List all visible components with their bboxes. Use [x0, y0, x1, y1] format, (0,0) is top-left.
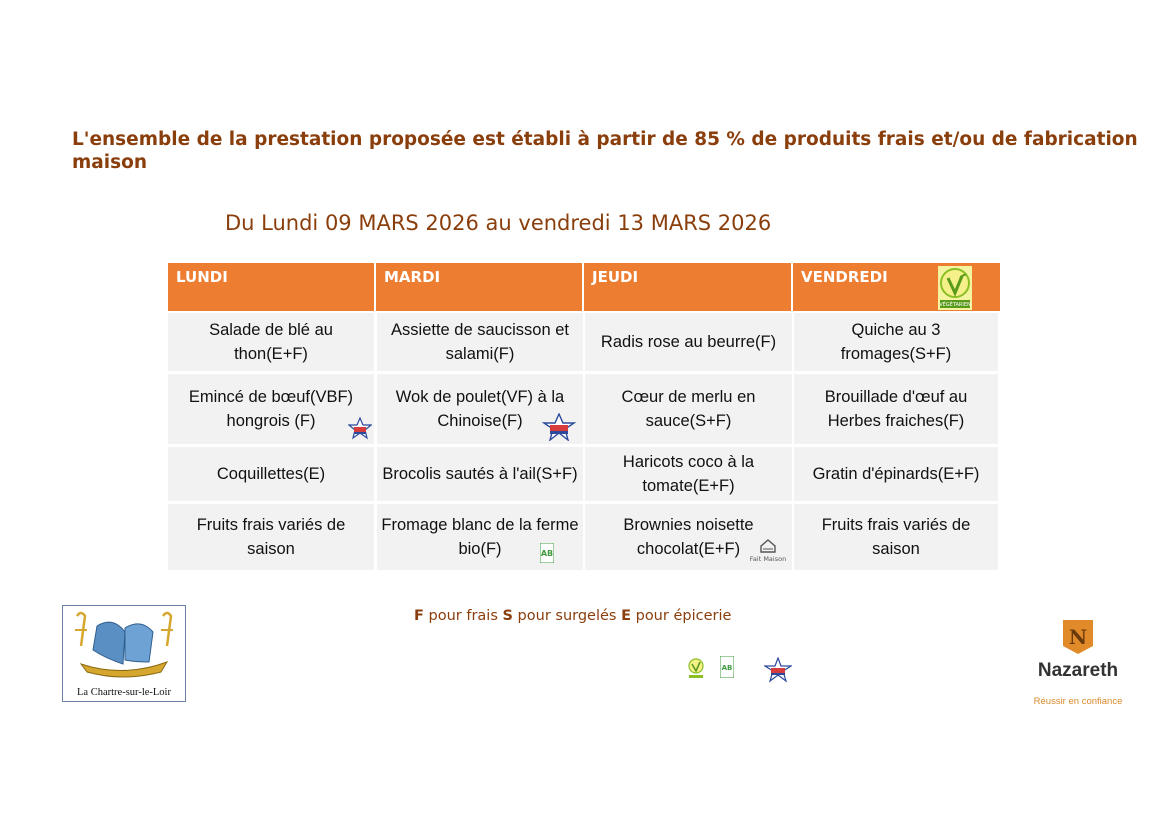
menu-cell: Fromage blanc de la ferme bio(F) — [377, 504, 583, 570]
town-logo-text: La Chartre-sur-le-Loir — [77, 687, 171, 698]
fait-maison-icon — [741, 537, 795, 563]
svg-text:N: N — [1068, 625, 1088, 649]
legend-f-key: F — [414, 608, 424, 624]
menu-cell: Gratin d'épinards(E+F) — [794, 447, 998, 501]
menu-cell: Radis rose au beurre(F) — [585, 313, 792, 371]
french-origin-icon — [348, 416, 372, 442]
french-origin-icon — [542, 413, 576, 441]
legend-e-key: E — [621, 608, 631, 624]
date-range-title: Du Lundi 09 MARS 2026 au vendredi 13 MARS 2026 — [225, 211, 772, 235]
weekly-menu-table — [168, 263, 1000, 573]
day-header-jeudi: JEUDI — [584, 263, 793, 311]
menu-cell: Emincé de bœuf(VBF) hongrois (F) — [168, 374, 374, 444]
legend-e-text: pour épicerie — [631, 608, 732, 624]
day-header-vendredi: VENDREDI — [793, 263, 1000, 311]
menu-cell: Assiette de saucisson et salami(F) — [377, 313, 583, 371]
intro-statement: L'ensemble de la prestation proposée est établi à partir de 85 % de produits frais et/ou de fabrication maison — [72, 129, 1138, 173]
menu-cell: Brocolis sautés à l'ail(S+F) — [377, 447, 583, 501]
menu-cell: Fruits frais variés de saison — [794, 504, 998, 570]
svg-text:AB: AB — [721, 664, 733, 672]
svg-text:Fait Maison: Fait Maison — [749, 555, 787, 563]
menu-cell: Coquillettes(E) — [168, 447, 374, 501]
legend — [414, 608, 731, 624]
menu-cell: Brownies noisette chocolat(E+F) — [585, 504, 792, 570]
svg-text:VÉGÉTARIEN: VÉGÉTARIEN — [939, 302, 971, 308]
menu-cell: Brouillade d'œuf au Herbes fraiches(F) — [794, 374, 998, 444]
french-origin-label-icon — [764, 657, 792, 683]
menu-cell: Wok de poulet(VF) à la Chinoise(F) — [377, 374, 583, 444]
nazareth-name: Nazareth — [1037, 660, 1119, 681]
organic-icon — [540, 543, 554, 563]
town-logo — [62, 605, 186, 702]
nazareth-tagline: Réussir en confiance — [1033, 696, 1123, 707]
menu-cell: Haricots coco à la tomate(E+F) — [585, 447, 792, 501]
legend-s-text: pour surgelés — [512, 608, 622, 624]
vegetarian-label-icon — [687, 658, 705, 680]
organic-label-icon — [720, 656, 734, 678]
day-header-lundi: LUNDI — [168, 263, 376, 311]
menu-cell: Fruits frais variés de saison — [168, 504, 374, 570]
menu-cell: Salade de blé au thon(E+F) — [168, 313, 374, 371]
legend-f-text: pour frais — [423, 608, 503, 624]
menu-cell: Quiche au 3 fromages(S+F) — [794, 313, 998, 371]
menu-cell: Cœur de merlu en sauce(S+F) — [585, 374, 792, 444]
svg-text:AB: AB — [540, 549, 554, 558]
legend-s-key: S — [502, 608, 513, 624]
day-header-mardi: MARDI — [376, 263, 584, 311]
nazareth-logo — [1016, 614, 1140, 714]
vegetarian-icon — [938, 266, 972, 310]
